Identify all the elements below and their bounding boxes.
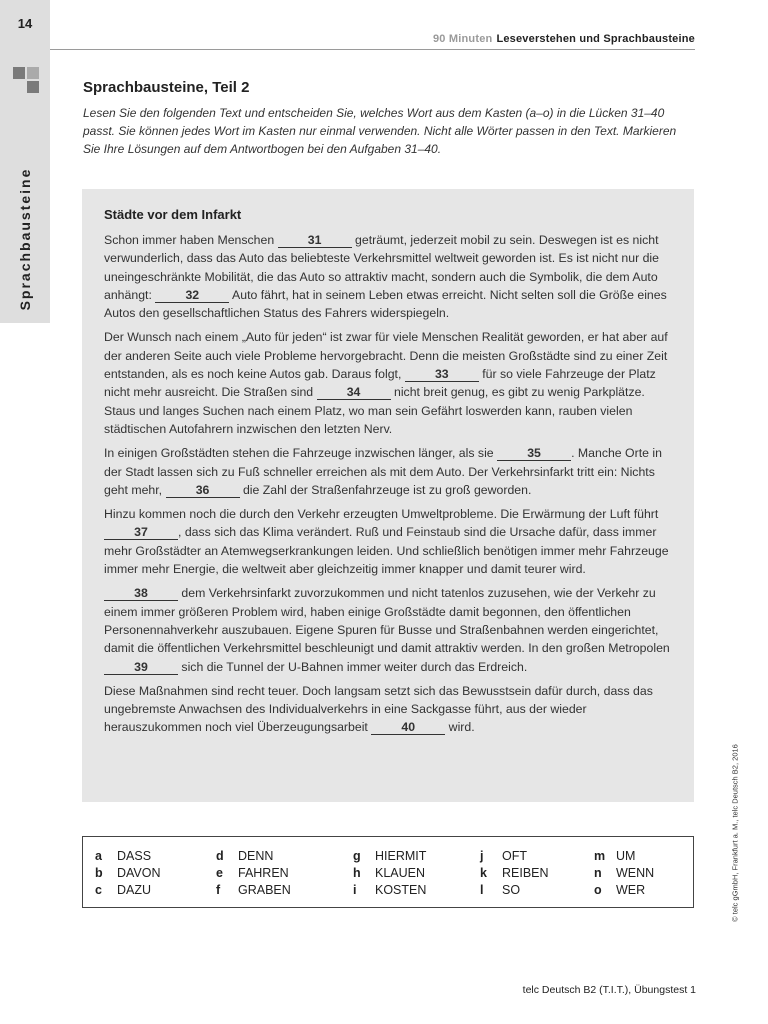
text-paragraph [104,584,676,675]
header-duration: 90 Minuten [432,33,493,45]
sidebar-section-label: Sprachbausteine [17,167,33,311]
word-option: b DAVON [95,866,161,880]
header-divider [50,49,695,50]
text-segment: die Zahl der Straßenfahrzeuge ist zu groß geworden. [239,482,532,497]
page-header [433,33,695,45]
text-segment: , dass sich das Klima verändert. Ruß und Feinstaub sind die Ursache dafür, dass immer mehr Großstädter an Atemwegserkrankungen leiden. Und schließlich benötigen immer mehr Fahrzeuge immer mehr Energie, die weltweit aber gleichzeitig immer knapper und damit teurer wird. [104,525,669,577]
section-blocks-icon [13,67,39,93]
section-title: Sprachbausteine, Teil 2 [83,79,250,96]
gap-number: 37 [104,525,178,540]
text-segment: geträumt, jederzeit mobil zu sein. Deswegen ist es nicht verwunderlich, dass das Auto das beliebteste Verkehrsmittel weltweit geworden ist. Es ist nicht nur die uneingeschränkte Mobilität, die das Auto so attraktiv macht, sondern auch die Symbolik, die dem Auto anhängt: [104,233,660,302]
text-body [104,231,676,737]
text-paragraph [104,444,676,499]
text-segment: für so viele Fahrzeuge der Platz nicht mehr ausreicht. Die Straßen sind [104,367,656,400]
text-paragraph [104,505,676,578]
word-column [353,848,426,899]
text-segment: Schon immer haben Menschen [104,233,278,247]
sidebar [0,0,50,323]
word-option: l SO [480,883,521,897]
word-option: a DASS [95,849,152,863]
text-paragraph [104,231,676,322]
text-segment: In einigen Großstädten stehen die Fahrzeuge inzwischen länger, als sie [104,446,498,461]
gap-number: 36 [166,483,240,498]
gap-number: 33 [405,367,479,382]
gap-number: 35 [497,446,571,461]
gap-number: 40 [371,720,445,735]
word-choice-box [82,836,694,908]
gap-number: 39 [104,660,178,675]
text-segment: Auto fährt, hat in seinem Leben etwas erreicht. Nicht selten soll die Größe eines Autos den gesellschaftlichen Status des Fahrers widerspiegeln. [104,287,667,321]
text-segment: Hinzu kommen noch die durch den Verkehr erzeugten Umweltprobleme. Die Erwärmung der Luft führt [104,507,659,522]
word-option: h KLAUEN [353,866,426,880]
text-paragraph [104,328,676,438]
text-segment: . Manche Orte in der Stadt lassen sich zu Fuß schneller erreichen als mit dem Auto. Der Verkehrsinfarkt tritt ein: Nichts geht mehr, [104,446,662,497]
word-option: i KOSTEN [353,883,427,897]
text-paragraph [104,682,676,737]
text-segment: wird. [445,720,475,735]
word-column [594,848,654,899]
copyright-notice: © telc gGmbH, Frankfurt a. M., telc Deutsch B2, 2016 [730,744,740,922]
word-option: g HIERMIT [353,849,427,863]
task-instructions: Lesen Sie den folgenden Text und entscheiden Sie, welches Wort aus dem Kasten (a–o) in die Lücken 31–40 passt. Sie können jedes Wort im Kasten nur einmal verwenden. Nicht alle Wörter passen in den Text. Markieren Sie Ihre Lösungen auf dem Antwortbogen bei den Aufgaben 31–40. [83,106,677,156]
word-option: o WER [594,883,646,897]
header-subject: Leseverstehen und Sprachbausteine [496,33,695,45]
text-segment: Diese Maßnahmen sind recht teuer. Doch langsam setzt sich das Bewusstsein dafür durch, dass das ungebremste Anwachsen des Individualverkehrs in eine Sackgasse führt, aus der wieder herauszukommen noch viel Überzeugungsarbeit [104,683,653,735]
text-title: Städte vor dem Infarkt [104,207,242,222]
gap-number: 34 [317,385,391,400]
word-option: f GRABEN [216,883,291,897]
word-option: c DAZU [95,883,152,897]
word-option: n WENN [594,866,655,880]
word-column [216,848,291,899]
word-option: m UM [594,849,636,863]
reading-text-box [82,189,694,802]
gap-number: 38 [104,586,178,601]
text-segment: Der Wunsch nach einem „Auto für jeden“ ist zwar für viele Menschen Realität geworden, er hat aber auf der anderen Seite auch viele Probleme hervorgebracht. Denn die meisten Großstädte sind zu einer Zeit entstanden, als es noch keine Autos gab. Daraus folgt, [104,330,668,382]
page-number: 14 [17,16,33,31]
word-column [480,848,549,899]
word-option: e FAHREN [216,866,289,880]
gap-number: 32 [155,288,229,303]
word-option: d DENN [216,849,274,863]
page-footer: telc Deutsch B2 (T.I.T.), Übungstest 1 [522,984,696,996]
word-option: j OFT [480,849,527,863]
text-segment: dem Verkehrsinfarkt zuvorzukommen und nicht tatenlos zuzusehen, wie der Verkehr zu einem immer größeren Problem wird, haben einige Großstädte damit begonnen, den öffentlichen Personennahverkehr auszubauen. Eigene Spuren für Busse und Straßenbahnen werden eingerichtet, damit die öffentlichen Verkehrsmittel beschleunigt und damit attraktiv werden. In den großen Metropolen [104,586,670,656]
gap-number: 31 [278,233,352,248]
text-segment: nicht breit genug, es gibt zu wenig Parkplätze. Staus und langes Suchen nach einem Platz, wo man sein Gefährt loswerden kann, rauben vielen städtischen Autofahrern inzwischen den letzten Nerv. [104,385,645,436]
word-option: k REIBEN [480,866,549,880]
text-segment: sich die Tunnel der U-Bahnen immer weiter durch das Erdreich. [178,659,528,674]
word-column [95,848,161,899]
